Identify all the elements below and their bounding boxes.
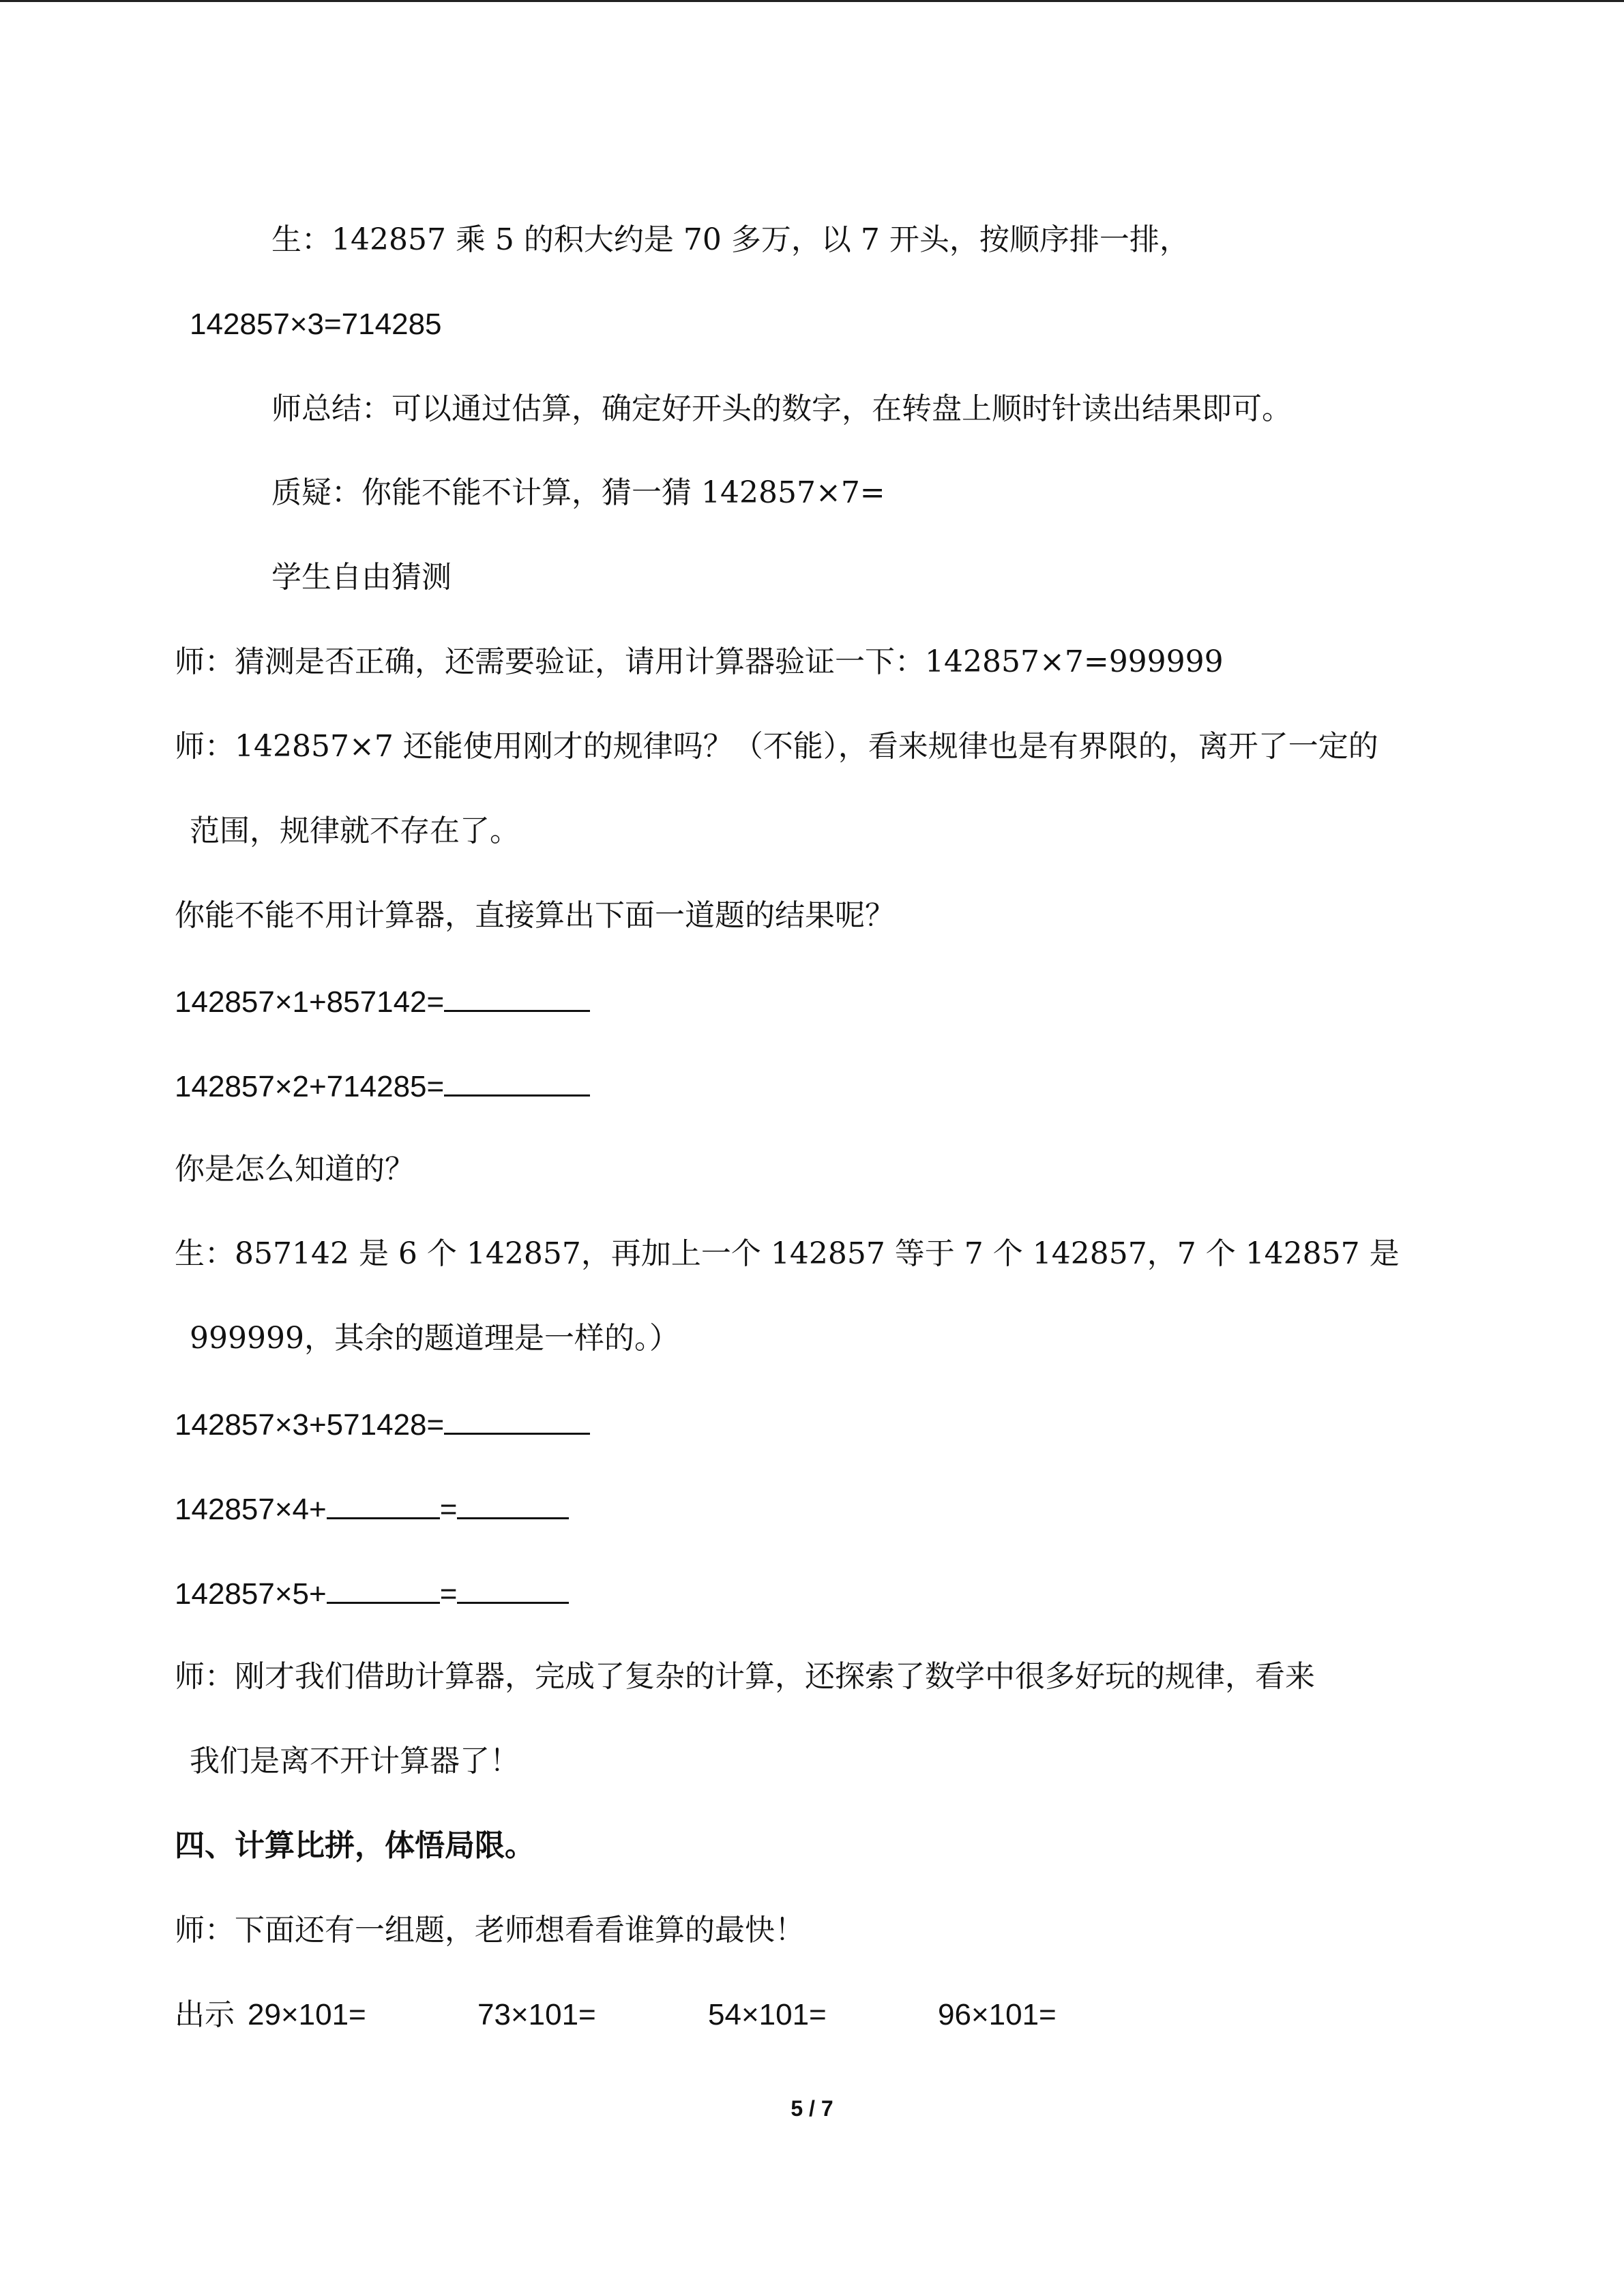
page-number: 5 / 7 (791, 2096, 833, 2121)
problem-item: 96×101= (938, 1998, 1057, 2031)
exercise-line (175, 1064, 590, 1107)
answer-blank (457, 1487, 569, 1519)
text-line: 质疑：你能不能不计算，猜一猜 142857×7= (271, 475, 885, 510)
problem-item: 29×101= (248, 1998, 366, 2031)
exercise-line (175, 1572, 569, 1615)
text-line: 999999，其余的题道理是一样的。） (190, 1321, 679, 1356)
text-line: 师：刚才我们借助计算器，完成了复杂的计算，还探索了数学中很多好玩的规律，看来 (175, 1659, 1315, 1694)
exercise-expression: 142857×4+ (175, 1493, 327, 1526)
text-line: 你能不能不用计算器，直接算出下面一道题的结果呢？ (175, 898, 895, 933)
exercise-line (175, 1487, 569, 1530)
text-line: 学生自由猜测 (271, 560, 452, 595)
exercise-line (175, 980, 590, 1023)
addend-blank (327, 1487, 440, 1519)
exercise-expression: 142857×2+714285= (175, 1070, 445, 1103)
text-line: 生：857142 是 6 个 142857，再加上一个 142857 等于 7 个 142857，7 个 142857 是 (175, 1236, 1400, 1271)
text-line: 师总结：可以通过估算，确定好开头的数字，在转盘上顺时针读出结果即可。 (271, 391, 1292, 426)
text-line: 我们是离不开计算器了！ (190, 1744, 520, 1778)
exercise-expression: 142857×3+571428= (175, 1408, 445, 1442)
answer-blank (444, 1064, 590, 1097)
text-line: 142857×3=714285 (190, 308, 442, 341)
exercise-expression: 142857×1+857142= (175, 985, 445, 1019)
exercise-line (175, 1403, 590, 1446)
equals-sign: = (439, 1493, 458, 1526)
page-top-border (0, 0, 1624, 2)
answer-blank (444, 1403, 590, 1435)
exercise-expression: 142857×5+ (175, 1577, 327, 1611)
addend-blank (327, 1572, 440, 1604)
text-line: 师：猜测是否正确，还需要验证，请用计算器验证一下：142857×7=999999 (175, 644, 1224, 679)
problem-item: 73×101= (477, 1998, 596, 2031)
equals-sign: = (439, 1577, 458, 1611)
problem-row (175, 1995, 1057, 2036)
answer-blank (457, 1572, 569, 1604)
text-line: 师：142857×7 还能使用刚才的规律吗？（不能），看来规律也是有界限的，离开了一定的 (175, 729, 1378, 764)
problem-prefix: 出示 (175, 1997, 235, 2032)
text-line: 师：下面还有一组题，老师想看看谁算的最快！ (175, 1913, 805, 1948)
answer-blank (444, 980, 590, 1012)
section-heading: 四、计算比拼，体悟局限。 (175, 1828, 535, 1863)
problem-item: 54×101= (708, 1998, 827, 2031)
text-line: 生：142857 乘 5 的积大约是 70 多万，以 7 开头，按顺序排一排， (271, 222, 1190, 257)
text-line: 你是怎么知道的？ (175, 1152, 415, 1187)
text-line: 范围，规律就不存在了。 (190, 814, 520, 848)
